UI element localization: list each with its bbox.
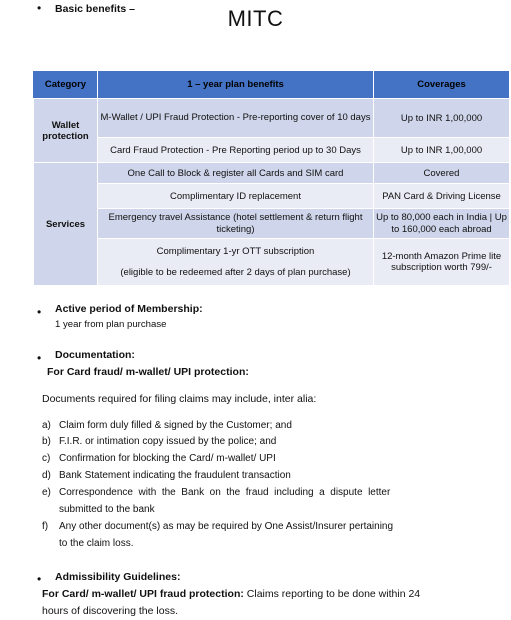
header-category: Category — [34, 71, 98, 99]
list-text-continuation: submitted to the bank — [59, 504, 155, 515]
coverage-cell: Up to INR 1,00,000 — [374, 138, 510, 163]
basic-benefits-heading: Basic benefits – — [55, 3, 135, 15]
bullet: • — [37, 1, 42, 15]
list-text: Claim form duly filled & signed by the Customer; and — [59, 420, 292, 431]
list-marker: e) — [42, 487, 51, 498]
bullet: • — [37, 305, 42, 319]
table-row — [34, 99, 510, 138]
membership-text: 1 year from plan purchase — [55, 319, 167, 330]
coverage-cell: Covered — [374, 163, 510, 184]
table-row — [34, 163, 510, 184]
table-header-row — [34, 71, 510, 99]
category-wallet-protection: Wallet protection — [34, 99, 98, 163]
benefit-cell: One Call to Block & register all Cards and SIM card — [98, 163, 374, 184]
header-benefits: 1 – year plan benefits — [98, 71, 374, 99]
list-text: Correspondence with the Bank on the fraud including a dispute letter — [59, 487, 391, 498]
header-coverages: Coverages — [374, 71, 510, 99]
benefit-text: Complimentary 1-yr OTT subscription — [156, 245, 315, 257]
bullet: • — [37, 351, 42, 365]
list-marker: a) — [42, 420, 51, 431]
coverage-cell: Up to INR 1,00,000 — [374, 99, 510, 138]
admissibility-lead: For Card/ m-wallet/ UPI fraud protection: — [42, 588, 244, 600]
list-marker: c) — [42, 453, 51, 464]
list-marker: b) — [42, 436, 51, 447]
table-row — [34, 209, 510, 239]
benefit-cell: Card Fraud Protection - Pre Reporting period up to 30 Days — [98, 138, 374, 163]
list-text: Confirmation for blocking the Card/ m-wallet/ UPI — [59, 453, 276, 464]
list-marker: d) — [42, 470, 51, 481]
list-text-continuation: to the claim loss. — [59, 538, 134, 549]
documentation-intro: Documents required for filing claims may include, inter alia: — [42, 393, 317, 405]
coverage-cell: Up to 80,000 each in India | Up to 160,000 each abroad — [374, 209, 510, 239]
admissibility-body: Claims reporting to be done within 24 — [243, 588, 421, 600]
list-marker: f) — [42, 521, 49, 532]
benefit-cell — [98, 239, 374, 286]
benefit-note: (eligible to be redeemed after 2 days of plan purchase) — [120, 266, 351, 278]
bullet: • — [37, 572, 42, 586]
page-title: MITC — [227, 6, 284, 31]
table-row — [34, 138, 510, 163]
list-text: Bank Statement indicating the fraudulent transaction — [59, 470, 291, 481]
benefits-table — [33, 70, 510, 286]
documentation-heading: Documentation: — [55, 349, 135, 361]
coverage-cell: 12-month Amazon Prime lite subscription worth 799/- — [374, 239, 510, 286]
coverage-cell: PAN Card & Driving License — [374, 184, 510, 209]
documentation-subheading: For Card fraud/ m-wallet/ UPI protection: — [47, 366, 249, 378]
admissibility-text-line2: hours of discovering the loss. — [42, 605, 178, 617]
benefit-cell: Complimentary ID replacement — [98, 184, 374, 209]
benefit-cell: Emergency travel Assistance (hotel settlement & return flight ticketing) — [98, 209, 374, 239]
table-row — [34, 184, 510, 209]
admissibility-heading: Admissibility Guidelines: — [55, 571, 181, 583]
admissibility-text — [42, 588, 420, 600]
membership-heading: Active period of Membership: — [55, 303, 203, 315]
list-text: Any other document(s) as may be required by One Assist/Insurer pertaining — [59, 521, 394, 532]
benefit-cell: M-Wallet / UPI Fraud Protection - Pre-reporting cover of 10 days — [98, 99, 374, 138]
table-row — [34, 239, 510, 286]
list-text: F.I.R. or intimation copy issued by the police; and — [59, 436, 277, 447]
category-services: Services — [34, 163, 98, 286]
